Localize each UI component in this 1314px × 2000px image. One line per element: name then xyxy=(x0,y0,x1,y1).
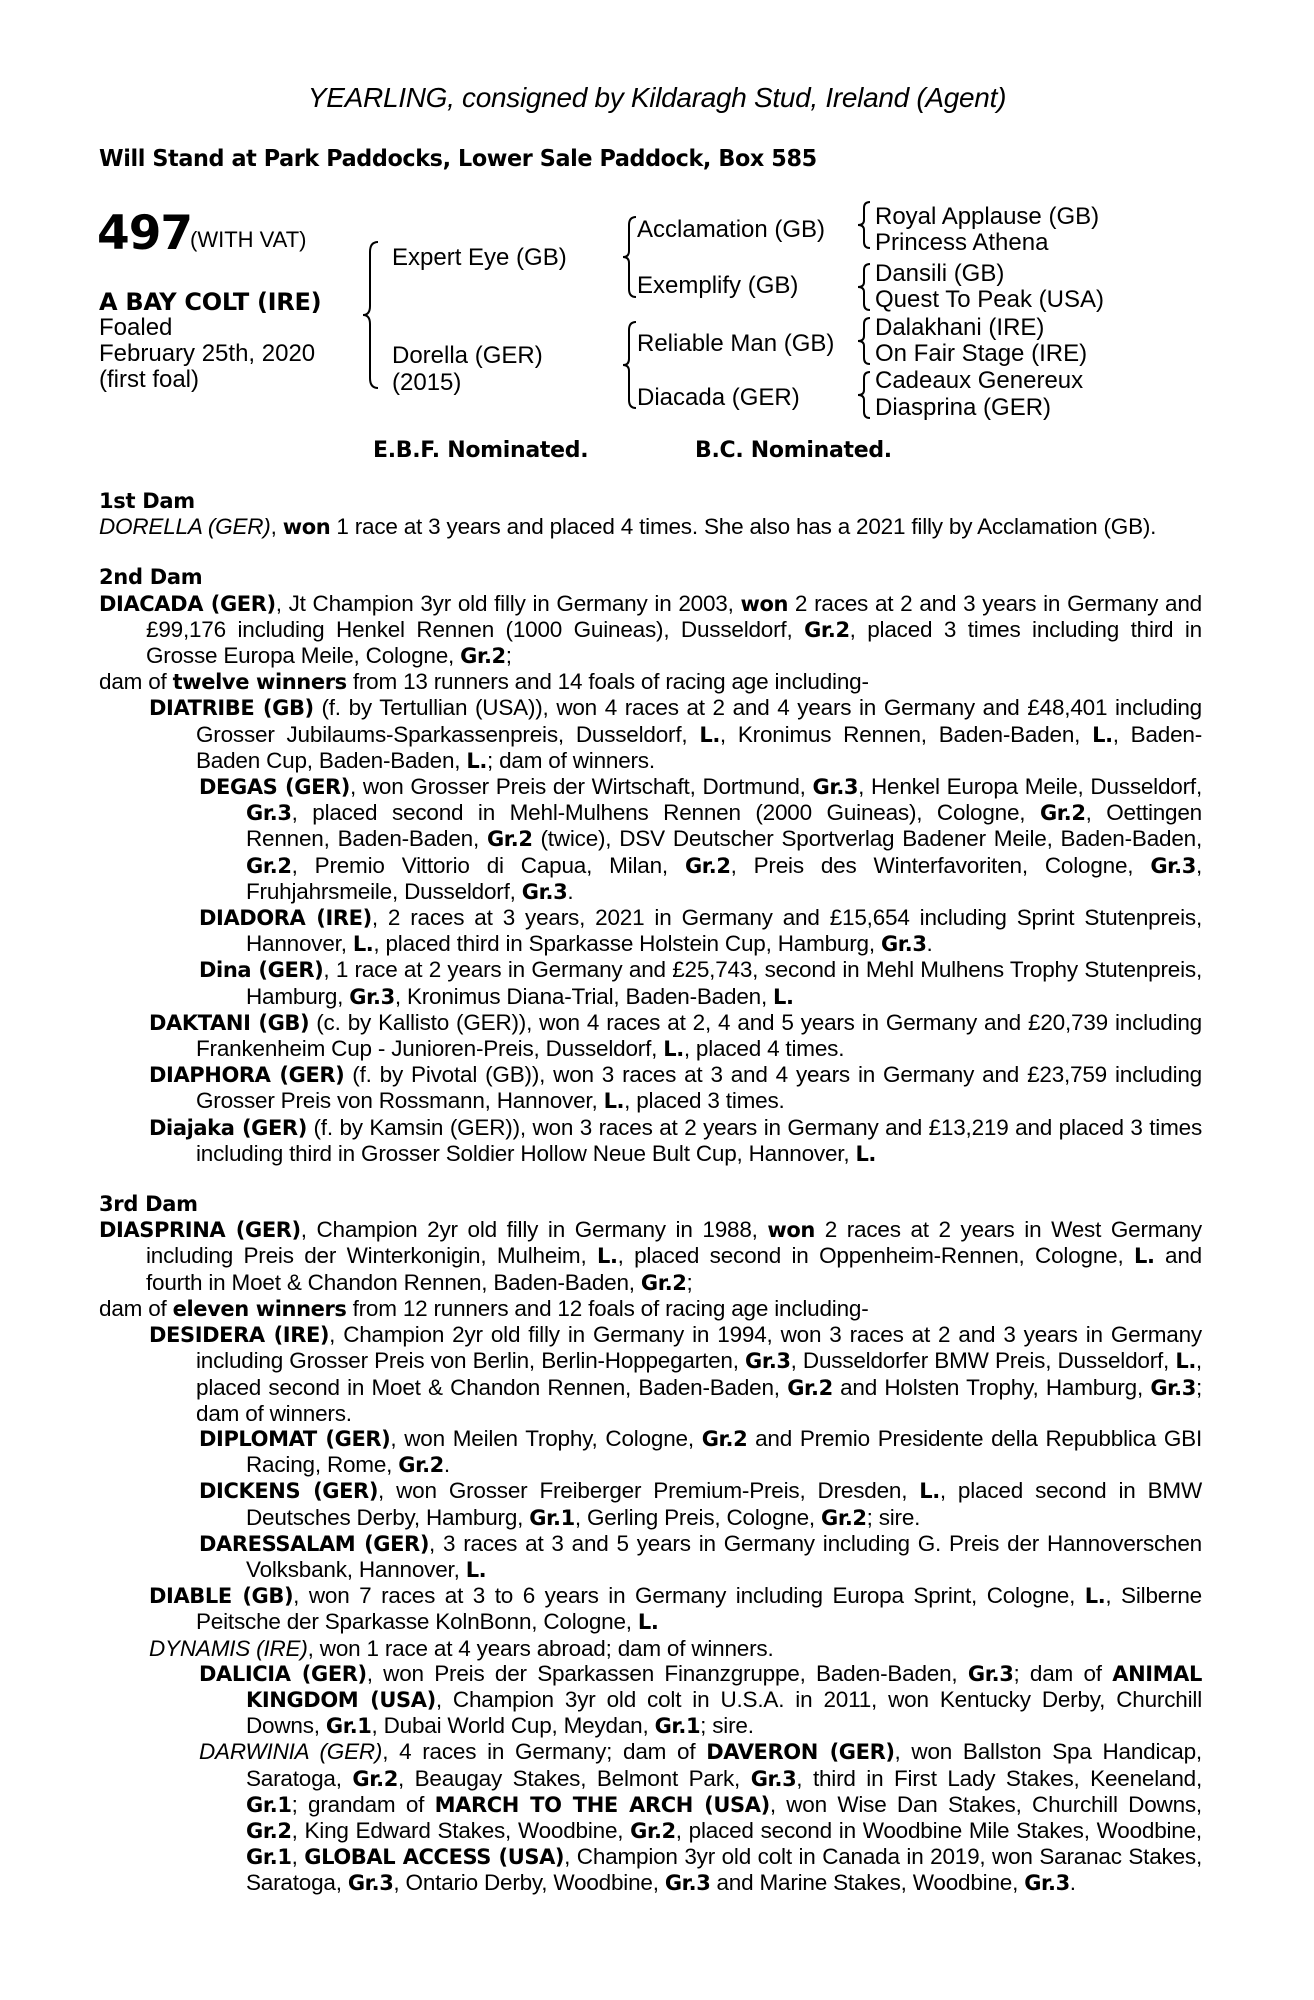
entry-text: . xyxy=(926,931,933,957)
listed-badge: L. xyxy=(855,1141,876,1166)
entry-text: dam of xyxy=(99,669,173,695)
produce-entry xyxy=(199,1739,1202,1896)
entry-text: (c. by Kallisto (GER)), won 4 races at 2, 4 and 5 years in Germany and £20,739 including Frankenheim Cup - Junioren-Preis, Dusseldorf, xyxy=(196,1009,1202,1062)
produce-entry xyxy=(199,1478,1202,1530)
grade-badge: Gr.3 xyxy=(967,1661,1014,1686)
winners-count: twelve winners xyxy=(172,670,347,695)
horse-name: DIAPHORA (GER) xyxy=(149,1063,345,1088)
entry-text: 2 races at 2 years in West Germany including Preis der Winterkonigin, Mulheim, xyxy=(146,1217,1202,1269)
grade-badge: Gr.2 xyxy=(640,1270,687,1295)
entry-text: , placed 3 times including third in Grosse Europa Meile, Cologne, xyxy=(146,616,1202,669)
grade-badge: Gr.2 xyxy=(352,1766,398,1791)
listed-badge: L. xyxy=(1092,722,1113,747)
won-label: won xyxy=(767,1218,815,1243)
entry-text: , Fruhjahrsmeile, Dusseldorf, xyxy=(246,852,1202,904)
horse-name: DAVERON (GER) xyxy=(706,1740,895,1765)
entry-text: , 3 races at 3 and 5 years in Germany including G. Preis der Hannoverschen Volksbank, Hannover, xyxy=(246,1530,1202,1582)
listed-badge: L. xyxy=(603,1089,625,1114)
entry-text: , won Grosser Freiberger Premium-Preis, Dresden, xyxy=(378,1478,920,1504)
grade-badge: Gr.2 xyxy=(804,617,850,642)
horse-name: DAKTANI (GB) xyxy=(149,1010,310,1035)
ebf-nominated: E.B.F. Nominated. xyxy=(373,438,589,463)
grade-badge: Gr.1 xyxy=(246,1845,292,1870)
lot-number: 497 xyxy=(97,206,193,261)
second-dam-entry xyxy=(99,591,1202,670)
first-dam-entry: DORELLA (GER), won 1 race at 3 years and placed 4 times. She also has a 2021 filly by Acclamation (GB). xyxy=(99,514,1157,540)
grade-badge: Gr.3 xyxy=(349,984,395,1009)
horse-name: DIABLE (GB) xyxy=(149,1584,294,1609)
entry-text: and Holsten Trophy, Hamburg, xyxy=(832,1374,1151,1400)
listed-badge: L. xyxy=(699,722,720,747)
entry-text: , won Ballston Spa Handicap, Saratoga, xyxy=(246,1739,1202,1791)
entry-text: , Jt Champion 3yr old filly in Germany in 2003, xyxy=(275,590,741,616)
lot-description: A BAY COLT (IRE) xyxy=(99,288,322,316)
entry-text: , Preis des Winterfavoriten, Cologne, xyxy=(730,852,1151,878)
grade-badge: Gr.3 xyxy=(750,1766,797,1791)
produce-entry xyxy=(149,1583,1202,1635)
horse-name: DESIDERA (IRE) xyxy=(149,1323,330,1348)
entry-text: ; dam of winners. xyxy=(486,747,655,773)
pedigree-g3: Dansili (GB) xyxy=(875,260,1005,287)
grade-badge: Gr.3 xyxy=(521,879,568,904)
foaled-date: February 25th, 2020 xyxy=(99,340,316,367)
entry-text: , won Preis der Sparkassen Finanzgruppe, Baden-Baden, xyxy=(366,1660,968,1686)
grade-badge: Gr.1 xyxy=(654,1714,701,1739)
entry-text: and Premio Presidente della Repubblica GBI Racing, Rome, xyxy=(246,1425,1202,1478)
entry-text: , Oettingen Rennen, Baden-Baden, xyxy=(246,800,1202,852)
grade-badge: Gr.2 xyxy=(1039,801,1086,826)
pedigree-sire-dam: Exemplify (GB) xyxy=(637,272,799,299)
pedigree-dam-sire: Reliable Man (GB) xyxy=(637,330,835,357)
produce-entry xyxy=(199,1661,1202,1740)
pedigree-dam: Dorella (GER) xyxy=(392,342,543,369)
grade-badge: Gr.2 xyxy=(486,827,533,852)
grade-badge: Gr.3 xyxy=(664,1871,711,1896)
listed-badge: L. xyxy=(663,1037,684,1062)
entry-text: , Champion 2yr old filly in Germany in 1994, won 3 races at 2 and 3 years in Germany including Grosser Preis von Berlin, Berlin-Hoppegarten, xyxy=(196,1322,1202,1374)
entry-text: , won 1 race at 4 years abroad; dam of winners. xyxy=(307,1635,774,1661)
grade-badge: Gr.2 xyxy=(821,1505,867,1530)
stand-location: Will Stand at Park Paddocks, Lower Sale Paddock, Box 585 xyxy=(99,146,817,172)
vat-label: (WITH VAT) xyxy=(190,227,307,252)
foaled-label: Foaled xyxy=(99,314,173,341)
entry-text: , third in First Lady Stakes, Keeneland, xyxy=(796,1765,1202,1791)
horse-name: DYNAMIS (IRE) xyxy=(149,1635,308,1661)
grade-badge: Gr.3 xyxy=(1024,1871,1070,1896)
entry-text: ; xyxy=(686,1269,693,1295)
pedigree-brace-icon xyxy=(855,200,873,250)
grade-badge: Gr.1 xyxy=(529,1505,575,1530)
grade-badge: Gr.3 xyxy=(246,801,292,826)
catalogue-heading: YEARLING, consigned by Kildaragh Stud, Ireland (Agent) xyxy=(307,82,1007,113)
entry-text: , Premio Vittorio di Capua, Milan, xyxy=(291,852,685,878)
horse-name: DARWINIA (GER) xyxy=(199,1739,383,1765)
horse-name: DIACADA (GER) xyxy=(99,591,276,616)
entry-text: . xyxy=(567,878,574,904)
entry-text: , Champion 3yr old colt in Canada in 2019, won Saranac Stakes, Saratoga, xyxy=(246,1844,1202,1896)
produce-entry xyxy=(149,1062,1202,1114)
produce-entry xyxy=(199,905,1202,957)
horse-name: ANIMAL KINGDOM (USA) xyxy=(246,1661,1202,1712)
grade-badge: Gr.3 xyxy=(1150,1375,1196,1400)
entry-text: , Beaugay Stakes, Belmont Park, xyxy=(397,1765,751,1791)
entry-text: , placed 4 times. xyxy=(683,1036,845,1062)
listed-badge: L. xyxy=(637,1610,659,1635)
grade-badge: Gr.2 xyxy=(246,853,292,878)
grade-badge: Gr.2 xyxy=(246,1818,292,1843)
entry-text: , Silberne Peitsche der Sparkasse KolnBonn, Cologne, xyxy=(196,1583,1202,1635)
pedigree-dam-dam: Diacada (GER) xyxy=(637,384,800,411)
grade-badge: Gr.2 xyxy=(630,1818,676,1843)
produce-entry xyxy=(149,1115,1202,1167)
entry-text: from 12 runners and 12 foals of racing age including- xyxy=(346,1295,869,1321)
horse-name: DIADORA (IRE) xyxy=(199,906,372,931)
entry-text: , Baden-Baden Cup, Baden-Baden, xyxy=(196,721,1202,773)
produce-entry xyxy=(199,1426,1202,1478)
horse-name: DORELLA (GER) xyxy=(99,514,271,540)
entry-text: 1 race at 3 years and placed 4 times. She also has a 2021 filly by Acclamation (GB). xyxy=(330,514,1157,540)
third-dam-entry xyxy=(99,1217,1202,1296)
produce-entry xyxy=(149,1636,1202,1661)
grade-badge: Gr.2 xyxy=(684,853,731,878)
entry-text: , won 7 races at 3 to 6 years in Germany including Europa Sprint, Cologne, xyxy=(293,1583,1085,1609)
listed-badge: L. xyxy=(1084,1584,1106,1609)
entry-text: , Dubai World Cup, Meydan, xyxy=(371,1713,655,1739)
entry-text: (f. by Pivotal (GB)), won 3 races at 3 and 4 years in Germany and £23,759 including Grosser Preis von Rossmann, Hannover, xyxy=(196,1062,1202,1114)
entry-text: , placed second in Moet & Chandon Rennen, Baden-Baden, xyxy=(196,1348,1202,1400)
horse-name: Dina (GER) xyxy=(199,958,324,983)
entry-text: ; dam of xyxy=(1013,1660,1113,1686)
grade-badge: Gr.1 xyxy=(325,1714,372,1739)
pedigree-brace-icon xyxy=(360,240,382,390)
entry-text: ; sire. xyxy=(700,1713,754,1739)
entry-text: , xyxy=(291,1844,305,1870)
grade-badge: Gr.2 xyxy=(787,1375,833,1400)
horse-name: DEGAS (GER) xyxy=(199,775,351,800)
horse-name: Diajaka (GER) xyxy=(149,1115,307,1140)
second-dam-summary xyxy=(99,669,1202,695)
pedigree-brace-icon xyxy=(855,370,873,420)
entry-text: ; grandam of xyxy=(291,1791,435,1817)
entry-text: , Champion 3yr old colt in U.S.A. in 2011, won Kentucky Derby, Churchill Downs, xyxy=(246,1686,1202,1739)
horse-name: DARESSALAM (GER) xyxy=(199,1531,430,1556)
grade-badge: Gr.3 xyxy=(812,775,859,800)
entry-text: (f. by Kamsin (GER)), won 3 races at 2 years in Germany and £13,219 and placed 3 times including third in Grosser Soldier Hollow Neue Bult Cup, Hannover, xyxy=(196,1114,1202,1166)
third-dam-summary xyxy=(99,1296,1202,1322)
grade-badge: Gr.3 xyxy=(880,932,927,957)
entry-text: , won Wise Dan Stakes, Churchill Downs, xyxy=(769,1791,1202,1817)
pedigree-g3: Princess Athena xyxy=(875,229,1049,256)
entry-text: , placed third in Sparkasse Holstein Cup, Hamburg, xyxy=(373,931,881,957)
entry-text: , Champion 2yr old filly in Germany in 1988, xyxy=(300,1217,768,1243)
foal-note: (first foal) xyxy=(99,366,200,393)
produce-entry xyxy=(199,774,1202,905)
pedigree-sire: Expert Eye (GB) xyxy=(392,244,567,271)
produce-entry xyxy=(149,695,1202,774)
pedigree-g3: Diasprina (GER) xyxy=(875,394,1052,421)
second-dam-heading: 2nd Dam xyxy=(99,565,203,590)
grade-badge: Gr.3 xyxy=(745,1349,791,1374)
horse-name: DIATRIBE (GB) xyxy=(149,696,314,721)
entry-text: , Gerling Preis, Cologne, xyxy=(574,1504,822,1530)
grade-badge: Gr.1 xyxy=(246,1792,292,1817)
entry-text: , King Edward Stakes, Woodbine, xyxy=(291,1817,631,1843)
entry-text: , 4 races in Germany; dam of xyxy=(382,1739,707,1765)
entry-text: (f. by Tertullian (USA)), won 4 races at 2 and 4 years in Germany and £48,401 including Grosser Jubilaums-Sparkassenpreis, Dusseldorf, xyxy=(196,695,1202,747)
pedigree-g3: Quest To Peak (USA) xyxy=(875,286,1104,313)
horse-name: DICKENS (GER) xyxy=(199,1479,379,1504)
grade-badge: Gr.2 xyxy=(701,1426,748,1451)
entry-text: , placed second in BMW Deutsches Derby, Hamburg, xyxy=(246,1478,1202,1530)
produce-entry xyxy=(149,1010,1202,1062)
pedigree-g3: Royal Applause (GB) xyxy=(875,203,1100,230)
entry-text: , placed second in Woodbine Mile Stakes, Woodbine, xyxy=(675,1817,1202,1843)
pedigree-brace-icon xyxy=(855,316,873,366)
horse-name: DALICIA (GER) xyxy=(199,1661,367,1686)
entry-text: , Kronimus Diana-Trial, Baden-Baden, xyxy=(394,983,774,1009)
listed-badge: L. xyxy=(352,932,374,957)
pedigree-dam-year: (2015) xyxy=(392,369,462,396)
pedigree-brace-icon xyxy=(855,262,873,312)
horse-name: DIPLOMAT (GER) xyxy=(199,1426,391,1451)
entry-text: from 13 runners and 14 foals of racing age including- xyxy=(346,669,869,695)
grade-badge: Gr.3 xyxy=(347,1871,394,1896)
listed-badge: L. xyxy=(919,1479,940,1504)
listed-badge: L. xyxy=(597,1244,618,1269)
entry-text: and Marine Stakes, Woodbine, xyxy=(710,1870,1025,1896)
pedigree-g3: Cadeaux Genereux xyxy=(875,367,1084,394)
dam-history xyxy=(99,489,1202,1897)
listed-badge: L. xyxy=(465,1557,487,1582)
entry-text: dam of xyxy=(99,1295,173,1321)
winners-count: eleven winners xyxy=(172,1296,347,1321)
entry-text: and fourth in Moet & Chandon Rennen, Baden-Baden, xyxy=(146,1243,1202,1295)
pedigree-sire-sire: Acclamation (GB) xyxy=(637,216,826,243)
entry-text: , 1 race at 2 years in Germany and £25,743, second in Mehl Mulhens Trophy Stutenpreis, Hamburg, xyxy=(246,957,1202,1009)
entry-text: ; sire. xyxy=(866,1504,921,1530)
entry-text: ; xyxy=(505,643,512,669)
horse-name: GLOBAL ACCESS (USA) xyxy=(304,1845,565,1870)
pedigree-g3: Dalakhani (IRE) xyxy=(875,314,1045,341)
pedigree-g3: On Fair Stage (IRE) xyxy=(875,340,1088,367)
entry-text: , won Meilen Trophy, Cologne, xyxy=(390,1425,702,1451)
entry-text: ; dam of winners. xyxy=(196,1374,1202,1426)
bc-nominated: B.C. Nominated. xyxy=(695,438,892,463)
entry-text: , Henkel Europa Meile, Dusseldorf, xyxy=(858,774,1203,800)
entry-text: , Kronimus Rennen, Baden-Baden, xyxy=(719,721,1093,747)
entry-text: , 2 races at 3 years, 2021 in Germany and £15,654 including Sprint Stutenpreis, Hannover, xyxy=(246,905,1202,957)
entry-text: , placed second in Mehl-Mulhens Rennen (2000 Guineas), Cologne, xyxy=(291,800,1040,826)
horse-name: DIASPRINA (GER) xyxy=(99,1218,301,1243)
entry-text: , Dusseldorfer BMW Preis, Dusseldorf, xyxy=(790,1348,1176,1374)
won-label: won xyxy=(740,591,789,616)
grade-badge: Gr.2 xyxy=(460,644,506,669)
entry-text: , won Grosser Preis der Wirtschaft, Dortmund, xyxy=(350,774,813,800)
entry-text: . xyxy=(443,1452,450,1478)
first-dam-heading: 1st Dam xyxy=(99,489,195,513)
horse-name: MARCH TO THE ARCH (USA) xyxy=(434,1792,770,1817)
produce-entry xyxy=(199,957,1202,1009)
won-label: won xyxy=(282,515,331,540)
entry-text: . xyxy=(1069,1870,1076,1896)
listed-badge: L. xyxy=(466,748,487,773)
entry-text: , Ontario Derby, Woodbine, xyxy=(393,1870,665,1896)
grade-badge: Gr.3 xyxy=(1150,853,1196,878)
entry-text: 2 races at 2 and 3 years in Germany and £99,176 including Henkel Rennen (1000 Guineas), Dusseldorf, xyxy=(146,590,1202,642)
entry-text: (twice), DSV Deutscher Sportverlag Badener Meile, Baden-Baden, xyxy=(532,826,1202,852)
grade-badge: Gr.2 xyxy=(398,1453,444,1478)
entry-text: , placed 3 times. xyxy=(624,1088,785,1114)
produce-entry xyxy=(199,1531,1202,1583)
listed-badge: L. xyxy=(1175,1349,1196,1374)
listed-badge: L. xyxy=(1134,1244,1155,1269)
produce-entry xyxy=(149,1322,1202,1426)
entry-text: , placed second in Oppenheim-Rennen, Cologne, xyxy=(617,1243,1135,1269)
listed-badge: L. xyxy=(773,984,794,1009)
third-dam-heading: 3rd Dam xyxy=(99,1192,198,1217)
